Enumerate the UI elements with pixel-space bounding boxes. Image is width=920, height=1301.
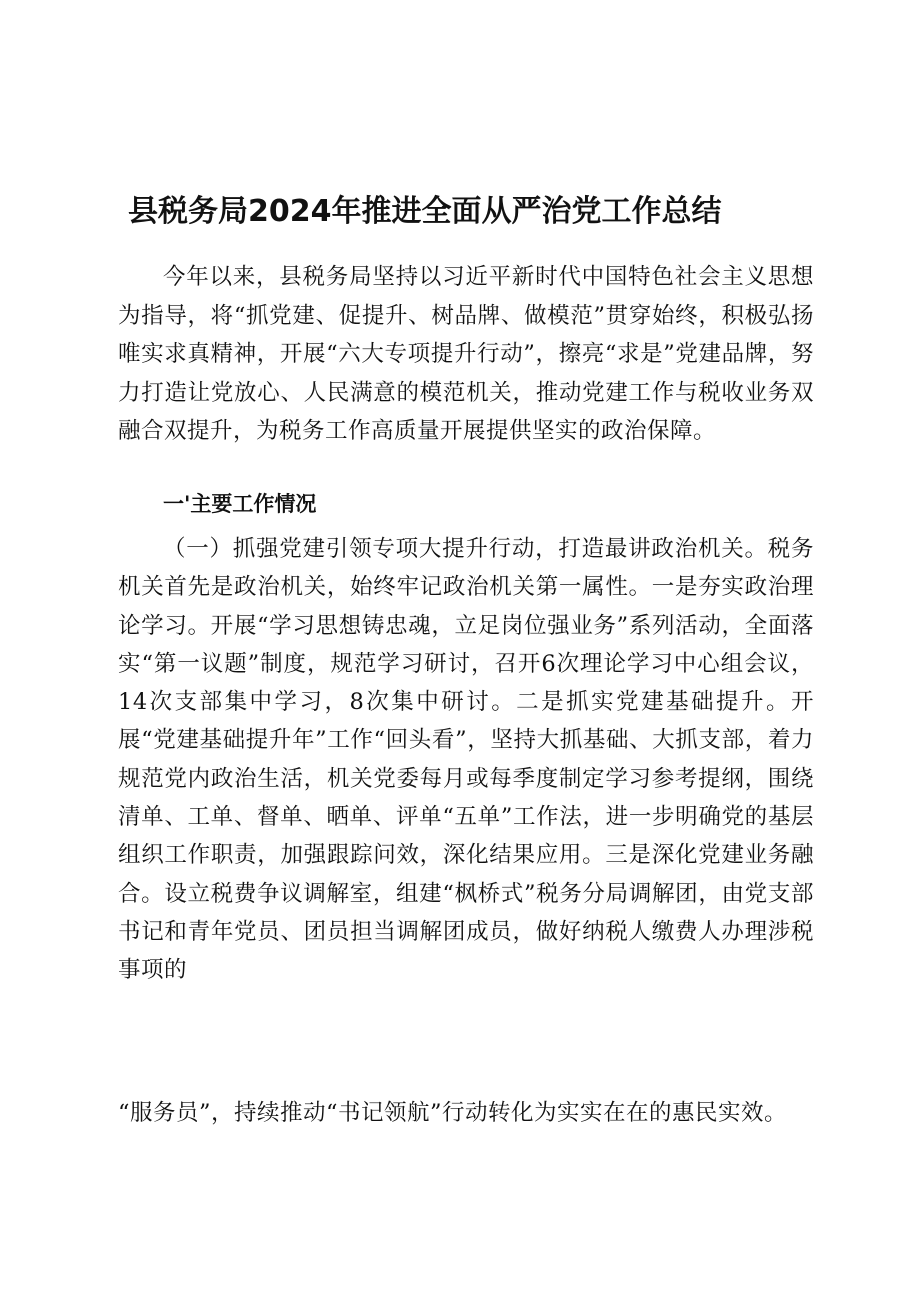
intro-paragraph: 今年以来，县税务局坚持以习近平新时代中国特色社会主义思想为指导，将“抓党建、促提升、树品牌、做模范”贯穿始终，积极弘扬唯实求真精神，开展“六大专项提升行动”，擦亮“求是”党建品牌，努力打造让党放心、人民满意的模范机关，推动党建工作与税收业务双融合双提升，为税务工作高质量开展提供坚实的政治保障。 <box>118 264 814 444</box>
section-paragraph: （一）抓强党建引领专项大提升行动，打造最讲政治机关。税务机关首先是政治机关，始终牢记政治机关第一属性。一是夯实政治理论学习。开展“学习思想铸忠魂，立足岗位强业务”系列活动，全面落实“第一议题”制度，规范学习研讨，召开6次理论学习中心组会议，14次支部集中学习，8次集中研讨。二是抓实党建基础提升。开展“党建基础提升年”工作“回头看”，坚持大抓基础、大抓支部，着力规范党内政治生活，机关党委每月或每季度制定学习参考提纲，围绕清单、工单、督单、晒单、评单“五单”工作法，进一步明确党的基层组织工作职责，加强跟踪问效，深化结果应用。三是深化党建业务融合。设立税费争议调解室，组建“枫桥式”税务分局调解团，由党支部书记和青年党员、团员担当调解团成员，做好纳税人缴费人办理涉税事项的 <box>118 536 814 984</box>
document-title: 县税务局2024年推进全面从严治党工作总结 <box>128 194 722 229</box>
continuation-line: “服务员”，持续推动“书记领航”行动转化为实实在在的惠民实效。 <box>118 1100 788 1126</box>
section-heading: 一'主要工作情况 <box>163 492 317 516</box>
